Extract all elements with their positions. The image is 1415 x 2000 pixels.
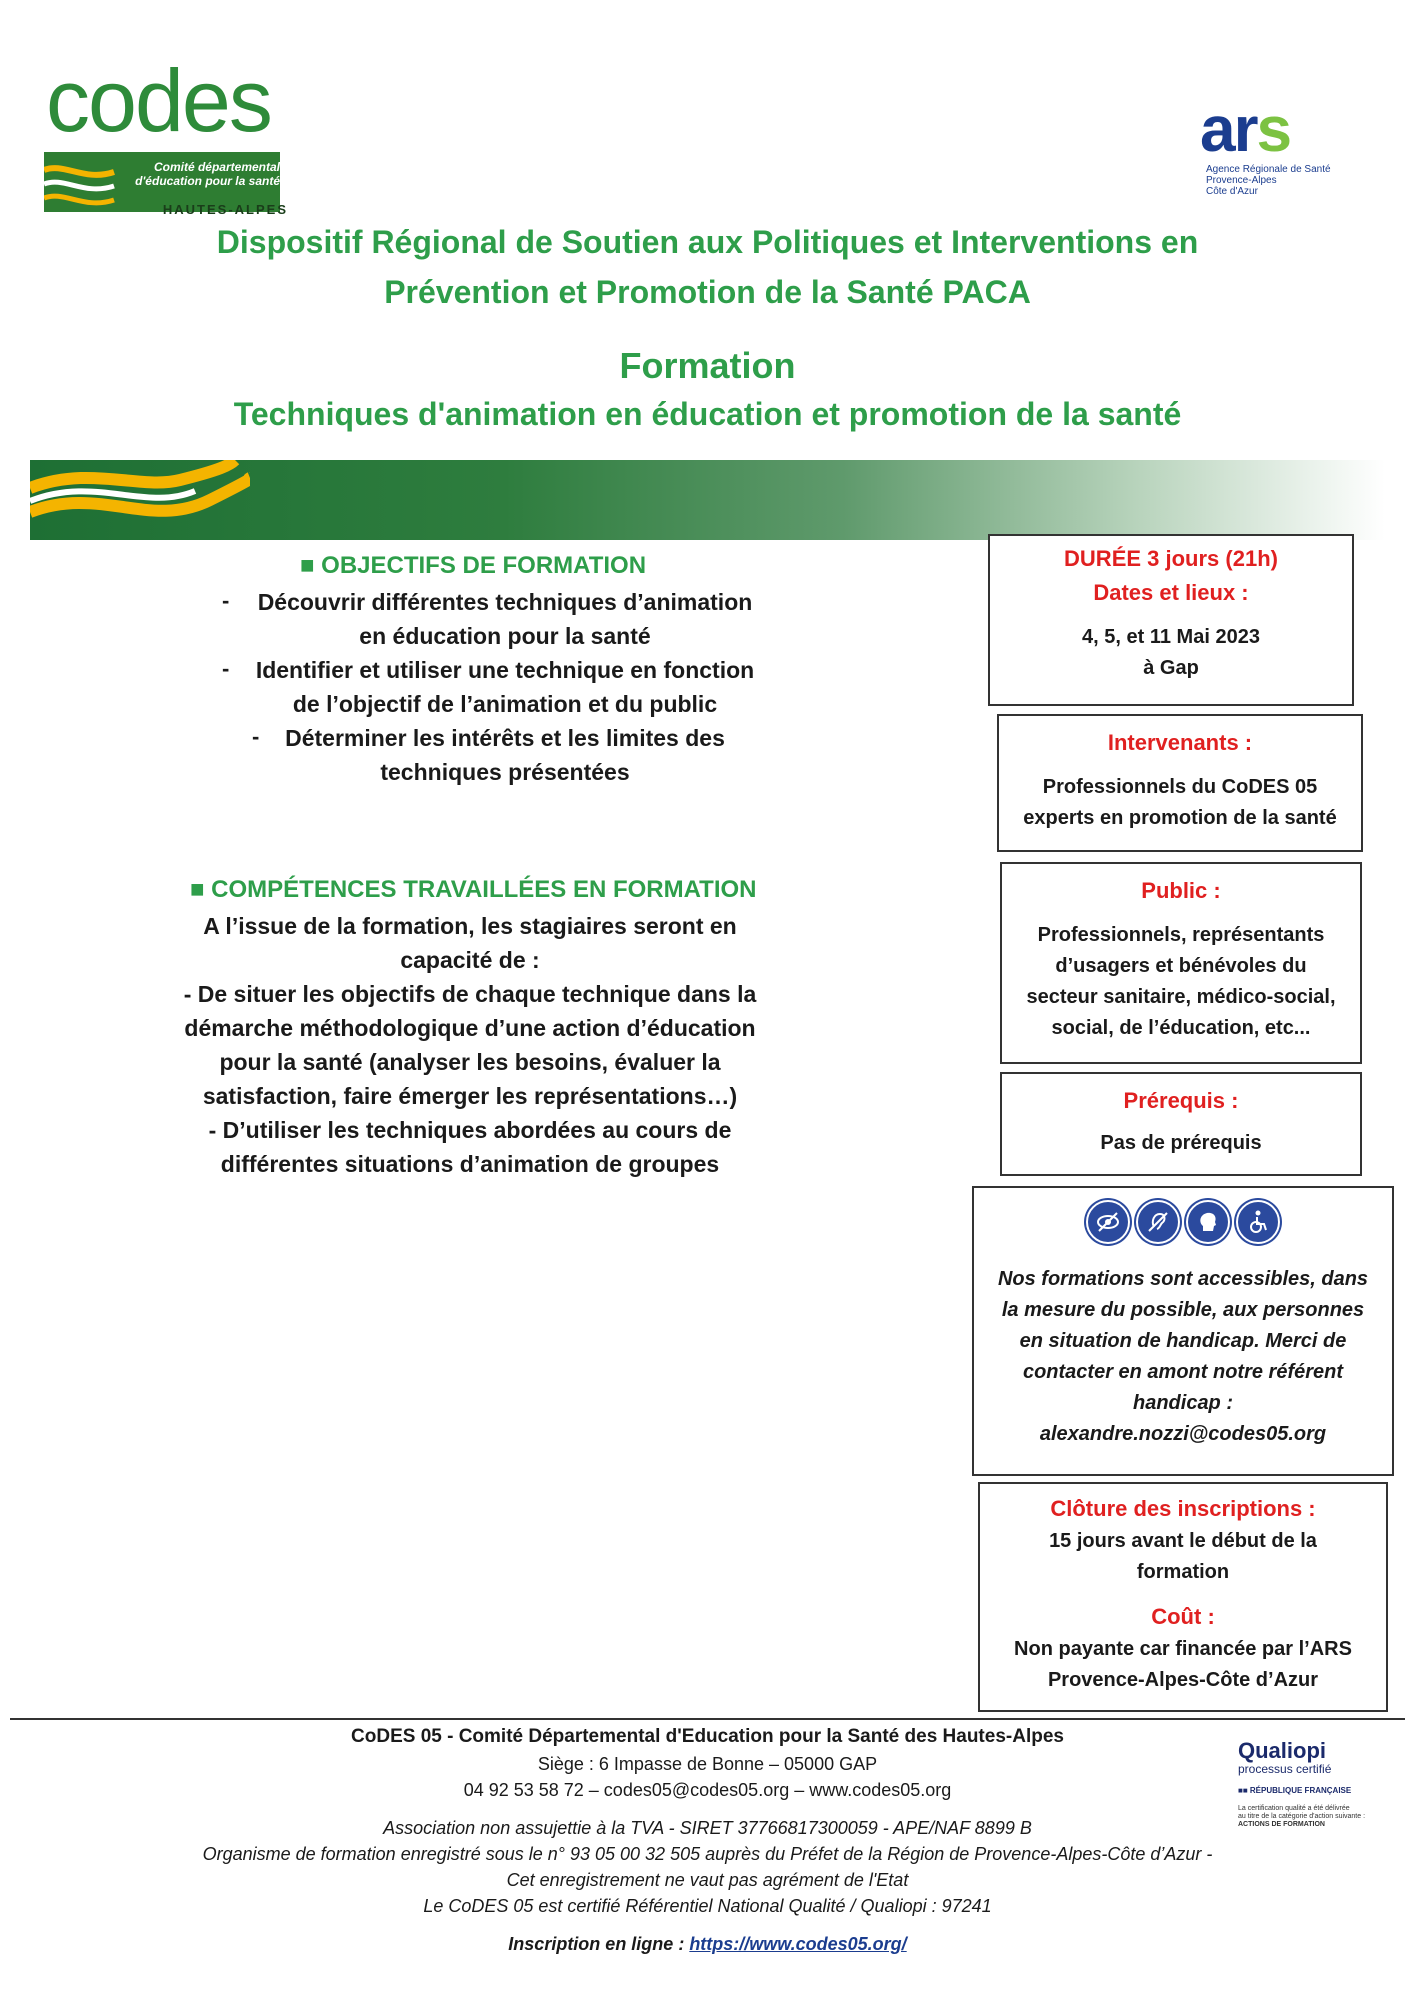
codes-logo-word: codes (46, 51, 271, 150)
dates-lieux-heading: Dates et lieux : (1093, 580, 1249, 605)
cout-heading: Coût : (1151, 1604, 1215, 1629)
ars-sub-line3: Côte d'Azur (1206, 186, 1258, 197)
cloture-box (978, 1482, 1388, 1712)
wheelchair-icon (1236, 1200, 1280, 1244)
prerequis-box (1000, 1072, 1362, 1176)
objectif-item-2 (230, 653, 780, 721)
competences-line-6: satisfaction, faire émerger les représentations…) (202, 1083, 738, 1109)
cognitive-impairment-icon (1186, 1200, 1230, 1244)
qualiopi-note-2: au titre de la catégorie d'action suivante : (1238, 1813, 1366, 1820)
footer-siege: Siège : 6 Impasse de Bonne – 05000 GAP (537, 1754, 878, 1774)
public-line-1: Professionnels, représentants (1037, 924, 1325, 946)
footer-legal-4: Le CoDES 05 est certifié Référentiel National Qualité / Qualiopi : 97241 (423, 1896, 992, 1916)
competences-line-2: capacité de : (400, 947, 540, 973)
header-line-1: Dispositif Régional de Soutien aux Politiques et Interventions en (216, 224, 1199, 260)
objectif-1-line-1: Découvrir différentes techniques d’animation (257, 589, 753, 615)
competences-line-3: - De situer les objectifs de chaque technique dans la (183, 981, 757, 1007)
objectif-item-3 (230, 721, 780, 789)
prerequis-value: Pas de prérequis (1100, 1132, 1262, 1154)
codes-logo-subtitle: Comité départemental d'éducation pour la santé (135, 160, 280, 188)
qualiopi-republique: ■■ RÉPUBLIQUE FRANÇAISE (1238, 1786, 1352, 1795)
objectif-3-line-1: Déterminer les intérêts et les limites des (285, 725, 725, 751)
cloture-line-1: 15 jours avant le début de la (1049, 1530, 1317, 1552)
qualiopi-note (1238, 1805, 1388, 1829)
header-banner (30, 460, 1385, 540)
ars-logo (1200, 93, 1360, 206)
objectif-item-1 (230, 585, 780, 653)
footer-contact: 04 92 53 58 72 – codes05@codes05.org – www.codes05.org (463, 1780, 952, 1800)
competences-line-8: différentes situations d’animation de groupes (220, 1151, 720, 1177)
intervenants-box (997, 714, 1363, 852)
public-line-3: secteur sanitaire, médico-social, (1026, 986, 1336, 1008)
formation-title: Formation (619, 345, 796, 386)
lieu-value: à Gap (1143, 657, 1199, 679)
accessibilite-line-3: en situation de handicap. Merci de (1019, 1330, 1347, 1352)
duree-box (988, 534, 1354, 706)
dates-value: 4, 5, et 11 Mai 2023 (1082, 626, 1260, 648)
referent-email[interactable]: alexandre.nozzi@codes05.org (1039, 1423, 1327, 1445)
competences-heading: ■ COMPÉTENCES TRAVAILLÉES EN FORMATION (190, 876, 757, 903)
intervenants-heading: Intervenants : (1107, 730, 1253, 755)
intervenants-line-1: Professionnels du CoDES 05 (1042, 776, 1318, 798)
accessibility-icons (974, 1200, 1392, 1244)
cloture-line-2: formation (1136, 1561, 1230, 1583)
intervenants-line-2: experts en promotion de la santé (1023, 807, 1337, 829)
accessibilite-line-2: la mesure du possible, aux personnes (1001, 1299, 1365, 1321)
ars-logo-word (1200, 92, 1290, 166)
competences-line-1: A l’issue de la formation, les stagiaires seront en (203, 913, 737, 939)
ars-logo-ar: ar (1200, 93, 1257, 165)
public-line-2: d’usagers et bénévoles du (1055, 955, 1307, 977)
accessibilite-line-4: contacter en amont notre référent (1022, 1361, 1344, 1383)
prerequis-heading: Prérequis : (1123, 1088, 1239, 1113)
public-line-4: social, de l’éducation, etc... (1051, 1017, 1311, 1039)
public-heading: Public : (1141, 878, 1221, 903)
qualiopi-sub: processus certifié (1238, 1762, 1332, 1776)
competences-line-5: pour la santé (analyser les besoins, évaluer la (219, 1049, 721, 1075)
footer-legal-1: Association non assujettie à la TVA - SIRET 37766817300059 - APE/NAF 8899 B (383, 1818, 1032, 1838)
public-box (1000, 862, 1362, 1064)
cout-line-1: Non payante car financée par l’ARS (1014, 1638, 1352, 1660)
accessibilite-box (972, 1186, 1394, 1476)
inscription-link[interactable]: https://www.codes05.org/ (689, 1934, 907, 1954)
hearing-impairment-icon (1136, 1200, 1180, 1244)
qualiopi-note-1: La certification qualité a été délivrée (1238, 1805, 1350, 1812)
objectif-3-bullet: - (252, 724, 260, 749)
ars-sub-line1: Agence Régionale de Santé (1206, 164, 1331, 175)
objectif-2-line-1: Identifier et utiliser une technique en fonction (255, 657, 755, 683)
accessibilite-line-1: Nos formations sont accessibles, dans (997, 1268, 1369, 1290)
ars-logo-subtitle (1206, 164, 1331, 197)
cloture-heading: Clôture des inscriptions : (1050, 1496, 1316, 1521)
objectif-2-bullet: - (222, 656, 230, 681)
header-line-2: Prévention et Promotion de la Santé PACA (384, 274, 1031, 310)
competences-line-7: - D’utiliser les techniques abordées au cours de (208, 1117, 732, 1143)
banner-swoosh-icon (30, 460, 250, 540)
cout-line-2: Provence-Alpes-Côte d’Azur (1047, 1669, 1319, 1691)
objectif-1-bullet: - (222, 588, 230, 613)
qualiopi-note-3: ACTIONS DE FORMATION (1238, 1821, 1325, 1828)
competences-text (150, 909, 790, 1181)
qualiopi-word: Qualiopi (1238, 1738, 1326, 1763)
accessibilite-line-5: handicap : (1132, 1392, 1233, 1414)
footer-legal-2: Organisme de formation enregistré sous le n° 93 05 00 32 505 auprès du Préfet de la Région de Provence-Alpes-Côte d’Azur - (202, 1844, 1213, 1864)
formation-subtitle: Techniques d'animation en éducation et promotion de la santé (233, 396, 1182, 432)
footer-inscription (0, 1934, 1415, 1955)
objectif-3-line-2: techniques présentées (380, 759, 630, 785)
footer-legal-3: Cet enregistrement ne vaut pas agrément de l'Etat (506, 1870, 909, 1890)
objectif-2-line-2: de l’objectif de l’animation et du public (292, 691, 718, 717)
competences-line-4: démarche méthodologique d’une action d’éducation (184, 1015, 756, 1041)
codes-logo-department: HAUTES-ALPES (162, 202, 288, 217)
duree-heading: DURÉE 3 jours (21h) (1064, 546, 1278, 571)
qualiopi-logo (1238, 1738, 1388, 1848)
ars-sub-line2: Provence-Alpes (1206, 175, 1277, 186)
ars-logo-s: s (1256, 93, 1291, 165)
footer-org: CoDES 05 - Comité Départemental d'Education pour la Santé des Hautes-Alpes (351, 1726, 1064, 1747)
inscription-label: Inscription en ligne : (508, 1934, 690, 1954)
objectif-1-line-2: en éducation pour la santé (359, 623, 651, 649)
codes-logo (44, 51, 294, 217)
footer-divider (10, 1718, 1405, 1720)
objectifs-heading: ■ OBJECTIFS DE FORMATION (300, 552, 647, 579)
visual-impairment-icon (1086, 1200, 1130, 1244)
